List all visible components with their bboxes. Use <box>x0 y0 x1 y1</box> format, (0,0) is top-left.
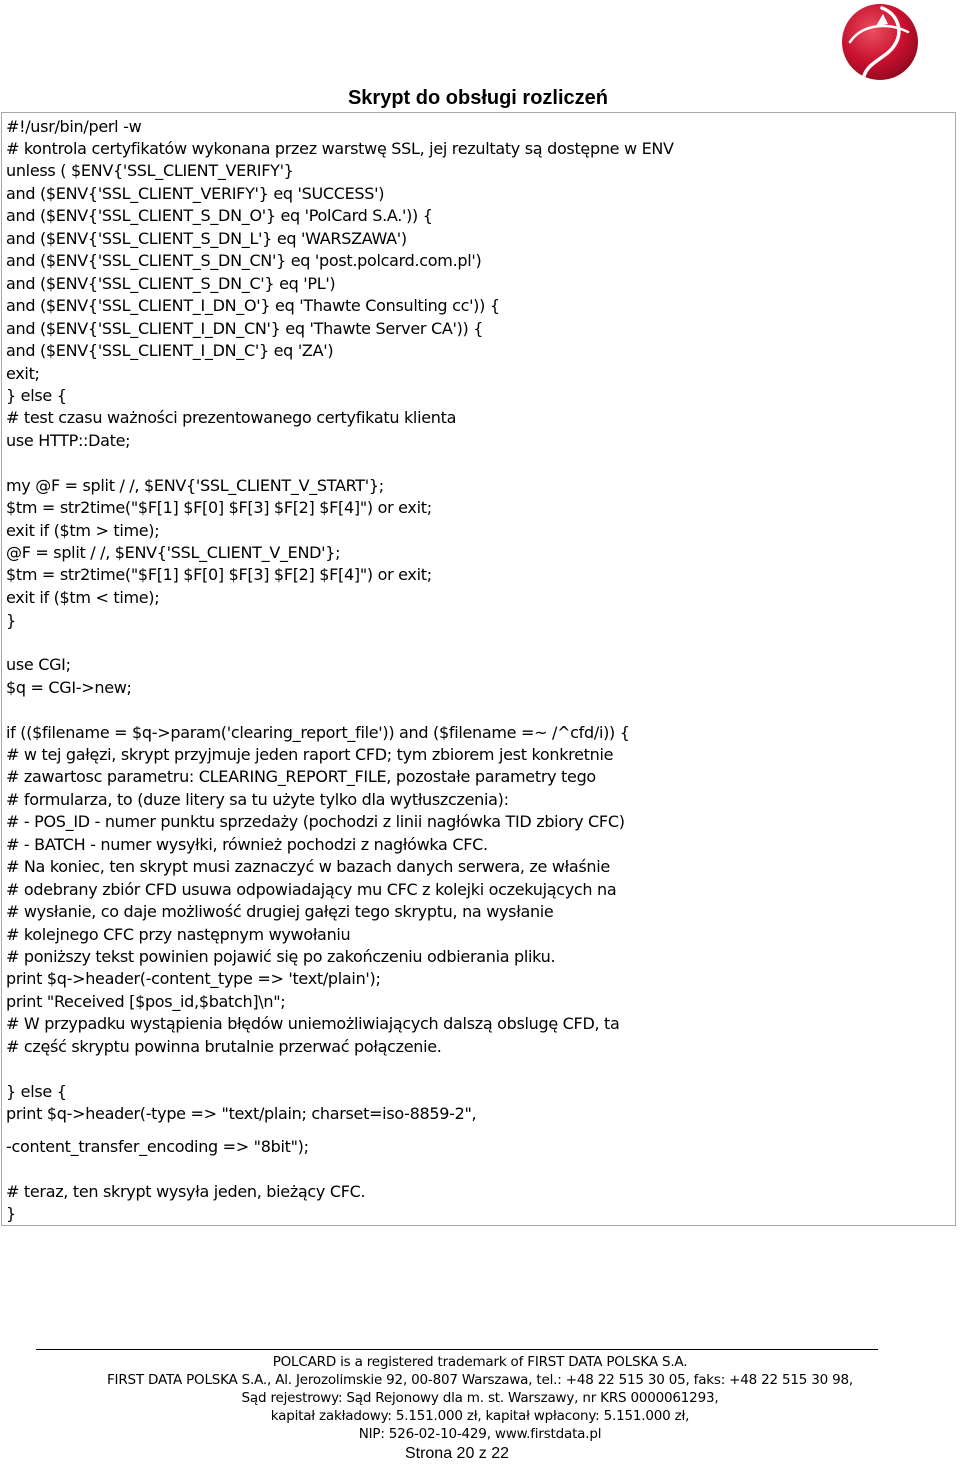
code-line: -content_transfer_encoding => "8bit"); <box>6 1137 309 1156</box>
code-line: } <box>6 611 16 630</box>
code-line: print "Received [$pos_id,$batch]\n"; <box>6 992 286 1011</box>
code-line: # kontrola certyfikatów wykonana przez warstwę SSL, jej rezultaty są dostępne w ENV <box>6 139 674 158</box>
code-line: use CGI; <box>6 655 71 674</box>
code-line: and ($ENV{'SSL_CLIENT_I_DN_O'} eq 'Thawte Consulting cc')) { <box>6 296 500 315</box>
code-line: #!/usr/bin/perl -w <box>6 117 142 136</box>
code-line: # teraz, ten skrypt wysyła jeden, bieżący CFC. <box>6 1182 366 1201</box>
footer-trademark: POLCARD is a registered trademark of FIRST DATA POLSKA S.A. <box>272 1354 688 1370</box>
code-line: # Na koniec, ten skrypt musi zaznaczyć w bazach danych serwera, ze właśnie <box>6 857 610 876</box>
code-line: use HTTP::Date; <box>6 431 131 450</box>
footer-divider <box>36 1349 878 1350</box>
page-title: Skrypt do obsługi rozliczeń <box>347 87 608 109</box>
code-line: # kolejnego CFC przy następnym wywołaniu <box>6 925 351 944</box>
code-line: and ($ENV{'SSL_CLIENT_S_DN_C'} eq 'PL') <box>6 274 336 293</box>
code-line: exit if ($tm > time); <box>6 521 160 540</box>
code-line: # - BATCH - numer wysyłki, również pochodzi z nagłówka CFC. <box>6 835 488 854</box>
code-line: and ($ENV{'SSL_CLIENT_S_DN_L'} eq 'WARSZAWA') <box>6 229 407 248</box>
footer-address: FIRST DATA POLSKA S.A., Al. Jerozolimskie 92, 00-807 Warszawa, tel.: +48 22 515 30 05, faks: +48 22 515 30 98, <box>106 1372 854 1388</box>
code-line: $q = CGI->new; <box>6 678 132 697</box>
footer-court: Sąd rejestrowy: Sąd Rejonowy dla m. st. Warszawy, nr KRS 0000061293, <box>241 1390 719 1406</box>
code-line: $tm = str2time("$F[1] $F[0] $F[3] $F[2] $F[4]") or exit; <box>6 498 432 517</box>
code-line: } <box>6 1204 16 1223</box>
code-line: $tm = str2time("$F[1] $F[0] $F[3] $F[2] $F[4]") or exit; <box>6 565 432 584</box>
code-line: # wysłanie, co daje możliwość drugiej gałęzi tego skryptu, na wysłanie <box>6 902 554 921</box>
code-line: # - POS_ID - numer punktu sprzedaży (pochodzi z linii nagłówka TID zbiory CFC) <box>6 812 625 831</box>
code-line: and ($ENV{'SSL_CLIENT_I_DN_CN'} eq 'Thawte Server CA')) { <box>6 319 484 338</box>
code-line: and ($ENV{'SSL_CLIENT_I_DN_C'} eq 'ZA') <box>6 341 334 360</box>
code-line: # W przypadku wystąpienia błędów uniemożliwiających dalszą obslugę CFD, ta <box>6 1014 620 1033</box>
code-line: exit; <box>6 364 40 383</box>
code-listing <box>1 112 956 1226</box>
footer-nip: NIP: 526-02-10-429, www.firstdata.pl <box>358 1426 602 1442</box>
code-line: # poniższy tekst powinien pojawić się po zakończeniu odbierania pliku. <box>6 947 556 966</box>
code-line: } else { <box>6 1082 67 1101</box>
code-line: and ($ENV{'SSL_CLIENT_VERIFY'} eq 'SUCCESS') <box>6 184 385 203</box>
code-line: print $q->header(-content_type => 'text/plain'); <box>6 969 381 988</box>
code-line: print $q->header(-type => "text/plain; charset=iso-8859-2", <box>6 1104 477 1123</box>
code-line: # zawartosc parametru: CLEARING_REPORT_FILE, pozostałe parametry tego <box>6 767 596 786</box>
first-data-logo-icon <box>838 2 922 82</box>
code-line: my @F = split / /, $ENV{'SSL_CLIENT_V_START'}; <box>6 476 384 495</box>
page-number: Strona 20 z 22 <box>404 1445 510 1462</box>
footer-capital: kapitał zakładowy: 5.151.000 zł, kapitał wpłacony: 5.151.000 zł, <box>270 1408 690 1424</box>
code-line: if (($filename = $q->param('clearing_report_file')) and ($filename =~ /^cfd/i)) { <box>6 723 630 742</box>
code-line: @F = split / /, $ENV{'SSL_CLIENT_V_END'}; <box>6 543 341 562</box>
code-line: # odebrany zbiór CFD usuwa odpowiadający mu CFC z kolejki oczekujących na <box>6 880 617 899</box>
code-line: # w tej gałęzi, skrypt przyjmuje jeden raport CFD; tym zbiorem jest konkretnie <box>6 745 614 764</box>
code-line: # test czasu ważności prezentowanego certyfikatu klienta <box>6 408 457 427</box>
code-line: } else { <box>6 386 67 405</box>
code-line: # formularza, to (duze litery sa tu użyte tylko dla wytłuszczenia): <box>6 790 509 809</box>
code-line: exit if ($tm < time); <box>6 588 160 607</box>
code-line: and ($ENV{'SSL_CLIENT_S_DN_CN'} eq 'post.polcard.com.pl') <box>6 251 482 270</box>
code-line: unless ( $ENV{'SSL_CLIENT_VERIFY'} <box>6 161 294 180</box>
code-line: and ($ENV{'SSL_CLIENT_S_DN_O'} eq 'PolCard S.A.')) { <box>6 206 433 225</box>
code-line: # część skryptu powinna brutalnie przerwać połączenie. <box>6 1037 442 1056</box>
